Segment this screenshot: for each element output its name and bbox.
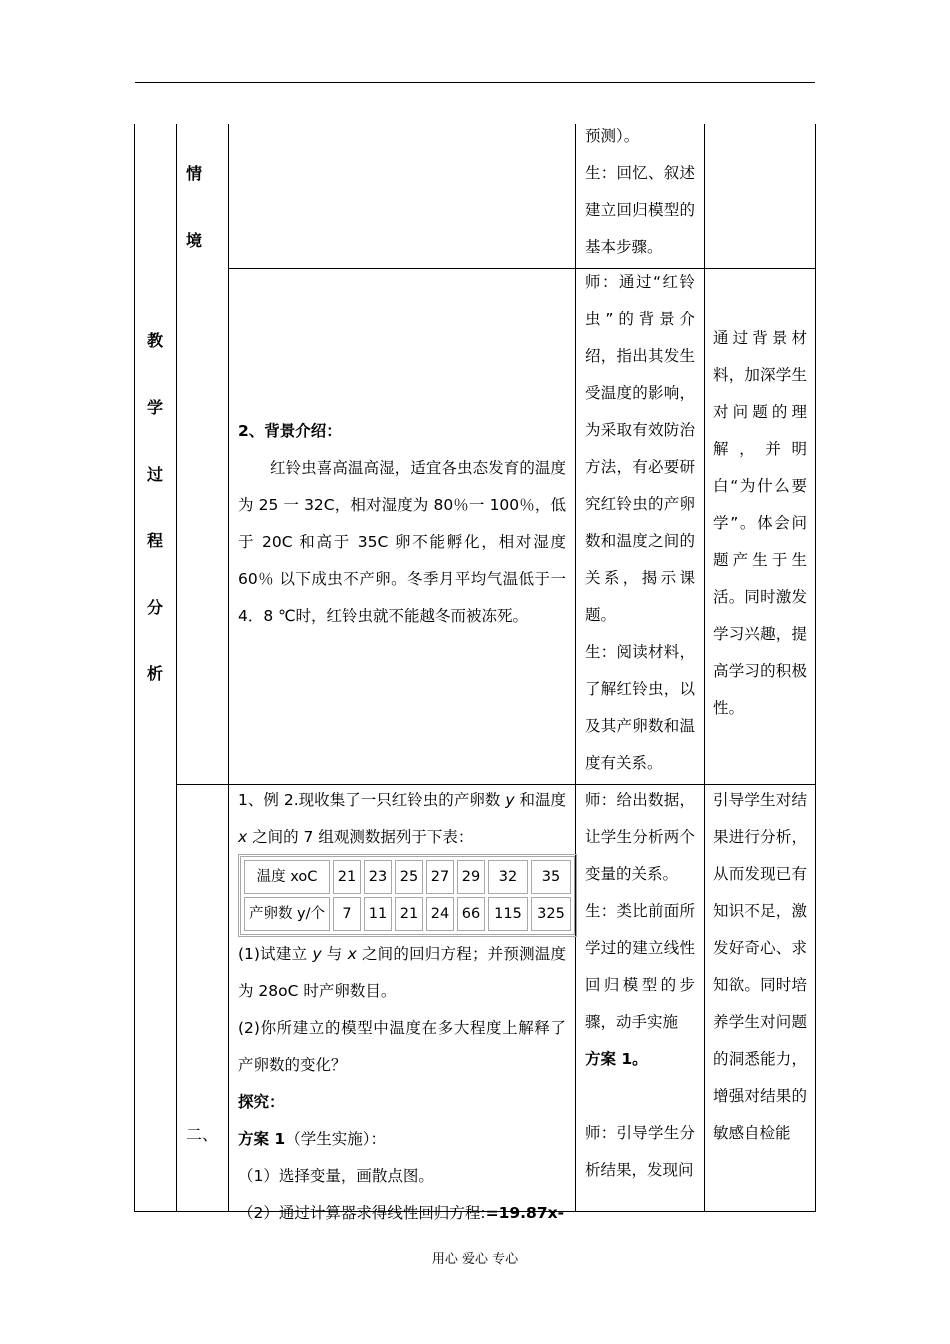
table-cell: 11: [364, 897, 392, 931]
background-content: [238, 413, 566, 635]
blank-line: [585, 1078, 695, 1115]
question-1-pre: (1)试建立: [238, 945, 313, 963]
table-border-col3: [575, 124, 576, 1212]
row2-teacher-text: 师：通过“红铃虫”的背景介绍，指出其发生受温度的影响，为采取有效防治方法，有必要研究红铃虫的产卵数和温度之间的关系，揭示课题。: [585, 273, 695, 624]
table-cell: 115: [488, 897, 528, 931]
example-intro: [238, 782, 566, 856]
table-cell: 29: [457, 860, 485, 894]
table-cell: 27: [426, 860, 454, 894]
plan-1-note: （学生实施）：: [285, 1130, 386, 1148]
question-1: [238, 936, 566, 1010]
row3-student-plan: 方案 1。: [585, 1050, 648, 1068]
table-border-right: [815, 124, 816, 1212]
example-text-post: 之间的 7 组观测数据列于下表：: [247, 828, 474, 846]
row2-intent: 通过背景材料，加深学生对问题的理解，并明白“为什么要学”。体会问题产生于生活。同时激发学习兴趣，提高学习的积极性。: [713, 329, 807, 717]
table-cell: 66: [457, 897, 485, 931]
background-title: 2、背景介绍：: [238, 422, 342, 440]
table-row-label: 产卵数 y/个: [244, 897, 330, 931]
left-column-char: 教: [146, 331, 163, 350]
example-text-pre: 1、例 2.现收集了一只红铃虫的产卵数: [238, 791, 506, 809]
variable-x: x: [238, 828, 248, 846]
table-border-col1: [176, 124, 177, 1212]
question-1-mid: 与: [321, 945, 348, 963]
row1-teacher-text: 预测）。: [585, 127, 640, 145]
table-cell: 21: [395, 897, 423, 931]
table-cell: 325: [531, 897, 571, 931]
example-questions: [238, 936, 566, 1232]
table-cell: 7: [333, 897, 361, 931]
row2-teacher-student: [585, 264, 695, 782]
left-column-char: 分: [146, 598, 163, 617]
row3-teacher-text: 师：给出数据，让学生分析两个变量的关系。: [585, 791, 695, 883]
section-label: 二、: [186, 1125, 219, 1144]
variable-x: x: [347, 945, 357, 963]
question-2: (2)你所建立的模型中温度在多大程度上解释了产卵数的变化？: [238, 1019, 566, 1074]
row1-teacher-student: [585, 118, 695, 266]
table-cell: 21: [333, 860, 361, 894]
left-column-char: 学: [146, 398, 163, 417]
table-cell: 24: [426, 897, 454, 931]
table-cell: 25: [395, 860, 423, 894]
variable-y: y: [312, 945, 322, 963]
question-1-post: 之间的回归方程；并预测温度为 28oC 时产卵数目。: [238, 945, 567, 1000]
left-column-char: 过: [146, 465, 163, 484]
page-footer: 用心 爱心 专心: [431, 1252, 519, 1267]
plan-1-label: 方案 1: [238, 1130, 286, 1148]
plan-1-heading: [238, 1121, 566, 1158]
table-cell: 32: [488, 860, 528, 894]
row3-teacher-text-2: 师：引导学生分析结果，发现问: [585, 1124, 695, 1179]
row1-student-text: 生：回忆、叙述建立回归模型的基本步骤。: [585, 164, 695, 256]
left-column-char: 程: [146, 531, 163, 550]
table-row: [244, 897, 571, 931]
table-row-divider-1: [228, 268, 816, 269]
left-column-char: 析: [146, 664, 163, 683]
example-text-mid: 和温度: [514, 791, 566, 809]
table-border-col2: [228, 124, 229, 1212]
section-char: 情: [185, 164, 202, 183]
variable-y: y: [505, 791, 515, 809]
step-1: （1）选择变量，画散点图。: [238, 1167, 434, 1185]
row3-student-text: 生：类比前面所学过的建立线性回归模型的步骤，动手实施: [585, 902, 695, 1031]
section-char: 境: [185, 231, 202, 250]
table-cell: 23: [364, 860, 392, 894]
step-2-text: （2）通过计算器求得线性回归方程:: [238, 1204, 486, 1222]
row2-student-text: 生：阅读材料，了解红铃虫，以及其产卵数和温度有关系。: [585, 643, 695, 772]
table-border-col4: [704, 124, 705, 1212]
table-cell: 35: [531, 860, 571, 894]
background-body: 红铃虫喜高温高湿，适宜各虫态发育的温度为 25 一 32C，相对湿度为 80％一 100％，低于 20C 和高于 35C 卵不能孵化，相对湿度 60％ 以下成虫不产卵。冬季月平均气温低于一 4．8 ℃时，红铃虫就不能越冬而被冻死。: [238, 459, 566, 625]
header-rule: [135, 82, 815, 83]
table-row-label: 温度 xoC: [244, 860, 330, 894]
table-row: [244, 860, 571, 894]
explore-heading: 探究：: [238, 1093, 285, 1111]
observation-table: [238, 854, 577, 937]
regression-equation: =19.87x-: [485, 1204, 565, 1222]
row3-teacher-student: [585, 782, 695, 1189]
step-2: [238, 1195, 566, 1232]
row3-intent: 引导学生对结果进行分析，从而发现已有知识不足，激发好奇心、求知欲。同时培养学生对问题的洞悉能力，增强对结果的敏感自检能: [713, 791, 807, 1142]
